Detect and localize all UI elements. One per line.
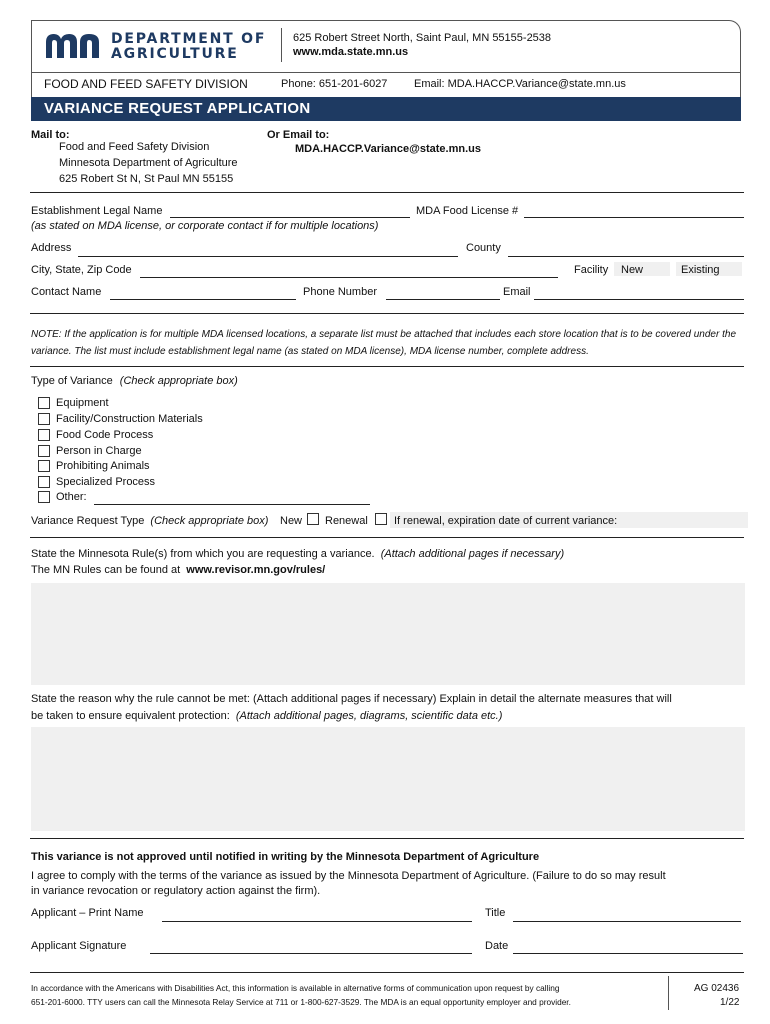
option-animals: Prohibiting Animals: [56, 460, 150, 472]
checkbox-food-code[interactable]: [38, 429, 50, 441]
title-field[interactable]: [513, 921, 741, 922]
legal-name-field[interactable]: [170, 217, 410, 218]
date-field[interactable]: [513, 953, 743, 954]
checkbox-person-in-charge[interactable]: [38, 445, 50, 457]
checkbox-specialized[interactable]: [38, 476, 50, 488]
county-field[interactable]: [508, 256, 744, 257]
new-label: New: [280, 515, 303, 527]
mail-label: Mail to:: [31, 129, 70, 141]
header-website: www.mda.state.mn.us: [293, 46, 409, 58]
divider: [30, 537, 744, 538]
rules-link-prefix: The MN Rules can be found at: [31, 564, 181, 576]
footer-divider: [30, 972, 744, 973]
header-email: Email: MDA.HACCP.Variance@state.mn.us: [414, 78, 626, 90]
license-field[interactable]: [524, 217, 744, 218]
contact-field[interactable]: [110, 299, 296, 300]
agreement-line2: in variance revocation or regulatory action against the firm).: [31, 885, 321, 897]
multi-location-note: NOTE: If the application is for multiple MDA licensed locations, a separate list must be attached that includes each store location that is to be covered under the variance. The list must include establishment legal name (as stated on MDA license), MDA license number, complete address.: [31, 329, 737, 357]
divider: [30, 313, 744, 314]
reason-line1: State the reason why the rule cannot be met: (Attach additional pages if necessary) Explain in detail the alternate measures that will: [31, 693, 672, 705]
header-phone: Phone: 651-201-6027: [281, 78, 388, 90]
title-label: Title: [485, 907, 506, 919]
mail-email: MDA.HACCP.Variance@state.mn.us: [295, 143, 481, 155]
header-vertical-divider: [281, 28, 282, 62]
checkbox-facility[interactable]: [38, 413, 50, 425]
checkbox-renewal[interactable]: [375, 513, 387, 525]
or-email-label: Or Email to:: [267, 129, 330, 141]
divider: [30, 838, 744, 839]
phone-field[interactable]: [386, 299, 500, 300]
option-other: Other:: [56, 491, 87, 503]
form-id: AG 02436: [694, 983, 740, 994]
legal-name-note: (as stated on MDA license, or corporate contact if for multiple locations): [31, 220, 379, 232]
city-field[interactable]: [140, 277, 558, 278]
rules-textarea[interactable]: [31, 583, 745, 685]
renewal-note: If renewal, expiration date of current variance:: [394, 515, 618, 527]
option-equipment: Equipment: [56, 397, 109, 409]
header-address: 625 Robert Street North, Saint Paul, MN 55155-2538: [293, 32, 552, 44]
address-field[interactable]: [78, 256, 458, 257]
request-type-text: Variance Request Type: [31, 515, 145, 527]
reason-textarea[interactable]: [31, 727, 745, 831]
request-type-label: [31, 515, 268, 527]
signature-field[interactable]: [150, 953, 472, 954]
other-field[interactable]: [94, 504, 370, 505]
agreement-line1: I agree to comply with the terms of the variance as issued by the Minnesota Department of Agriculture. (Failure to do so may result: [31, 870, 666, 882]
checkbox-new[interactable]: [307, 513, 319, 525]
city-label: City, State, Zip Code: [31, 264, 132, 276]
rules-link[interactable]: www.revisor.mn.gov/rules/: [186, 564, 326, 576]
checkbox-animals[interactable]: [38, 460, 50, 472]
option-facility: Facility/Construction Materials: [56, 413, 203, 425]
license-label: MDA Food License #: [416, 205, 519, 217]
rules-text: State the Minnesota Rule(s) from which you are requesting a variance.: [31, 548, 375, 560]
phone-label: Phone Number: [303, 286, 377, 298]
header-divider: [31, 72, 741, 73]
option-person-in-charge: Person in Charge: [56, 445, 142, 457]
county-label: County: [466, 242, 501, 254]
rules-hint: (Attach additional pages if necessary): [380, 548, 565, 560]
address-label: Address: [31, 242, 72, 254]
mail-line3: 625 Robert St N, St Paul MN 55155: [59, 173, 234, 185]
variance-type-hint: (Check appropriate box): [119, 375, 238, 387]
logo-line1: DEPARTMENT OF: [111, 31, 267, 47]
legal-name-label: Establishment Legal Name: [31, 205, 163, 217]
mail-line1: Food and Feed Safety Division: [59, 141, 210, 153]
date-label: Date: [485, 940, 509, 952]
reason-hint: (Attach additional pages, diagrams, scientific data etc.): [235, 710, 503, 722]
divider: [30, 366, 744, 367]
checkbox-equipment[interactable]: [38, 397, 50, 409]
reason-text: be taken to ensure equivalent protection:: [31, 710, 230, 722]
form-date: 1/22: [720, 997, 740, 1008]
division-name: FOOD AND FEED SAFETY DIVISION: [44, 77, 248, 91]
mail-line2: Minnesota Department of Agriculture: [59, 157, 238, 169]
renewal-label: Renewal: [325, 515, 368, 527]
reason-line2: [31, 710, 502, 722]
facility-existing-label: Existing: [681, 264, 720, 276]
checkbox-other[interactable]: [38, 491, 50, 503]
print-name-field[interactable]: [162, 921, 472, 922]
option-food-code: Food Code Process: [56, 429, 154, 441]
divider: [30, 192, 744, 193]
logo-line2: AGRICULTURE: [111, 46, 239, 62]
request-type-hint: (Check appropriate box): [150, 515, 269, 527]
facility-label: Facility: [574, 264, 609, 276]
print-name-label: Applicant – Print Name: [31, 907, 144, 919]
email-label: Email: [503, 286, 531, 298]
footer-vertical-divider: [668, 976, 669, 1010]
footer-line2: 651-201-6000. TTY users can call the Minnesota Relay Service at 711 or 1-800-627-3529. The MDA is an equal opportunity employer and provider.: [31, 997, 571, 1007]
facility-new-label: New: [621, 264, 644, 276]
footer-line1: In accordance with the Americans with Disabilities Act, this information is available in alternative forms of communication upon request by calling: [31, 983, 560, 993]
email-field[interactable]: [534, 299, 744, 300]
mn-logo-icon: [44, 30, 106, 60]
rules-line1: [31, 548, 564, 560]
signature-label: Applicant Signature: [31, 940, 127, 952]
page-title: VARIANCE REQUEST APPLICATION: [44, 100, 311, 117]
option-specialized: Specialized Process: [56, 476, 156, 488]
agreement-heading: This variance is not approved until notified in writing by the Minnesota Department of Agriculture: [31, 851, 540, 863]
variance-type-label: [31, 375, 238, 387]
rules-line2: [31, 564, 325, 576]
variance-type-text: Type of Variance: [31, 375, 113, 387]
contact-label: Contact Name: [31, 286, 102, 298]
